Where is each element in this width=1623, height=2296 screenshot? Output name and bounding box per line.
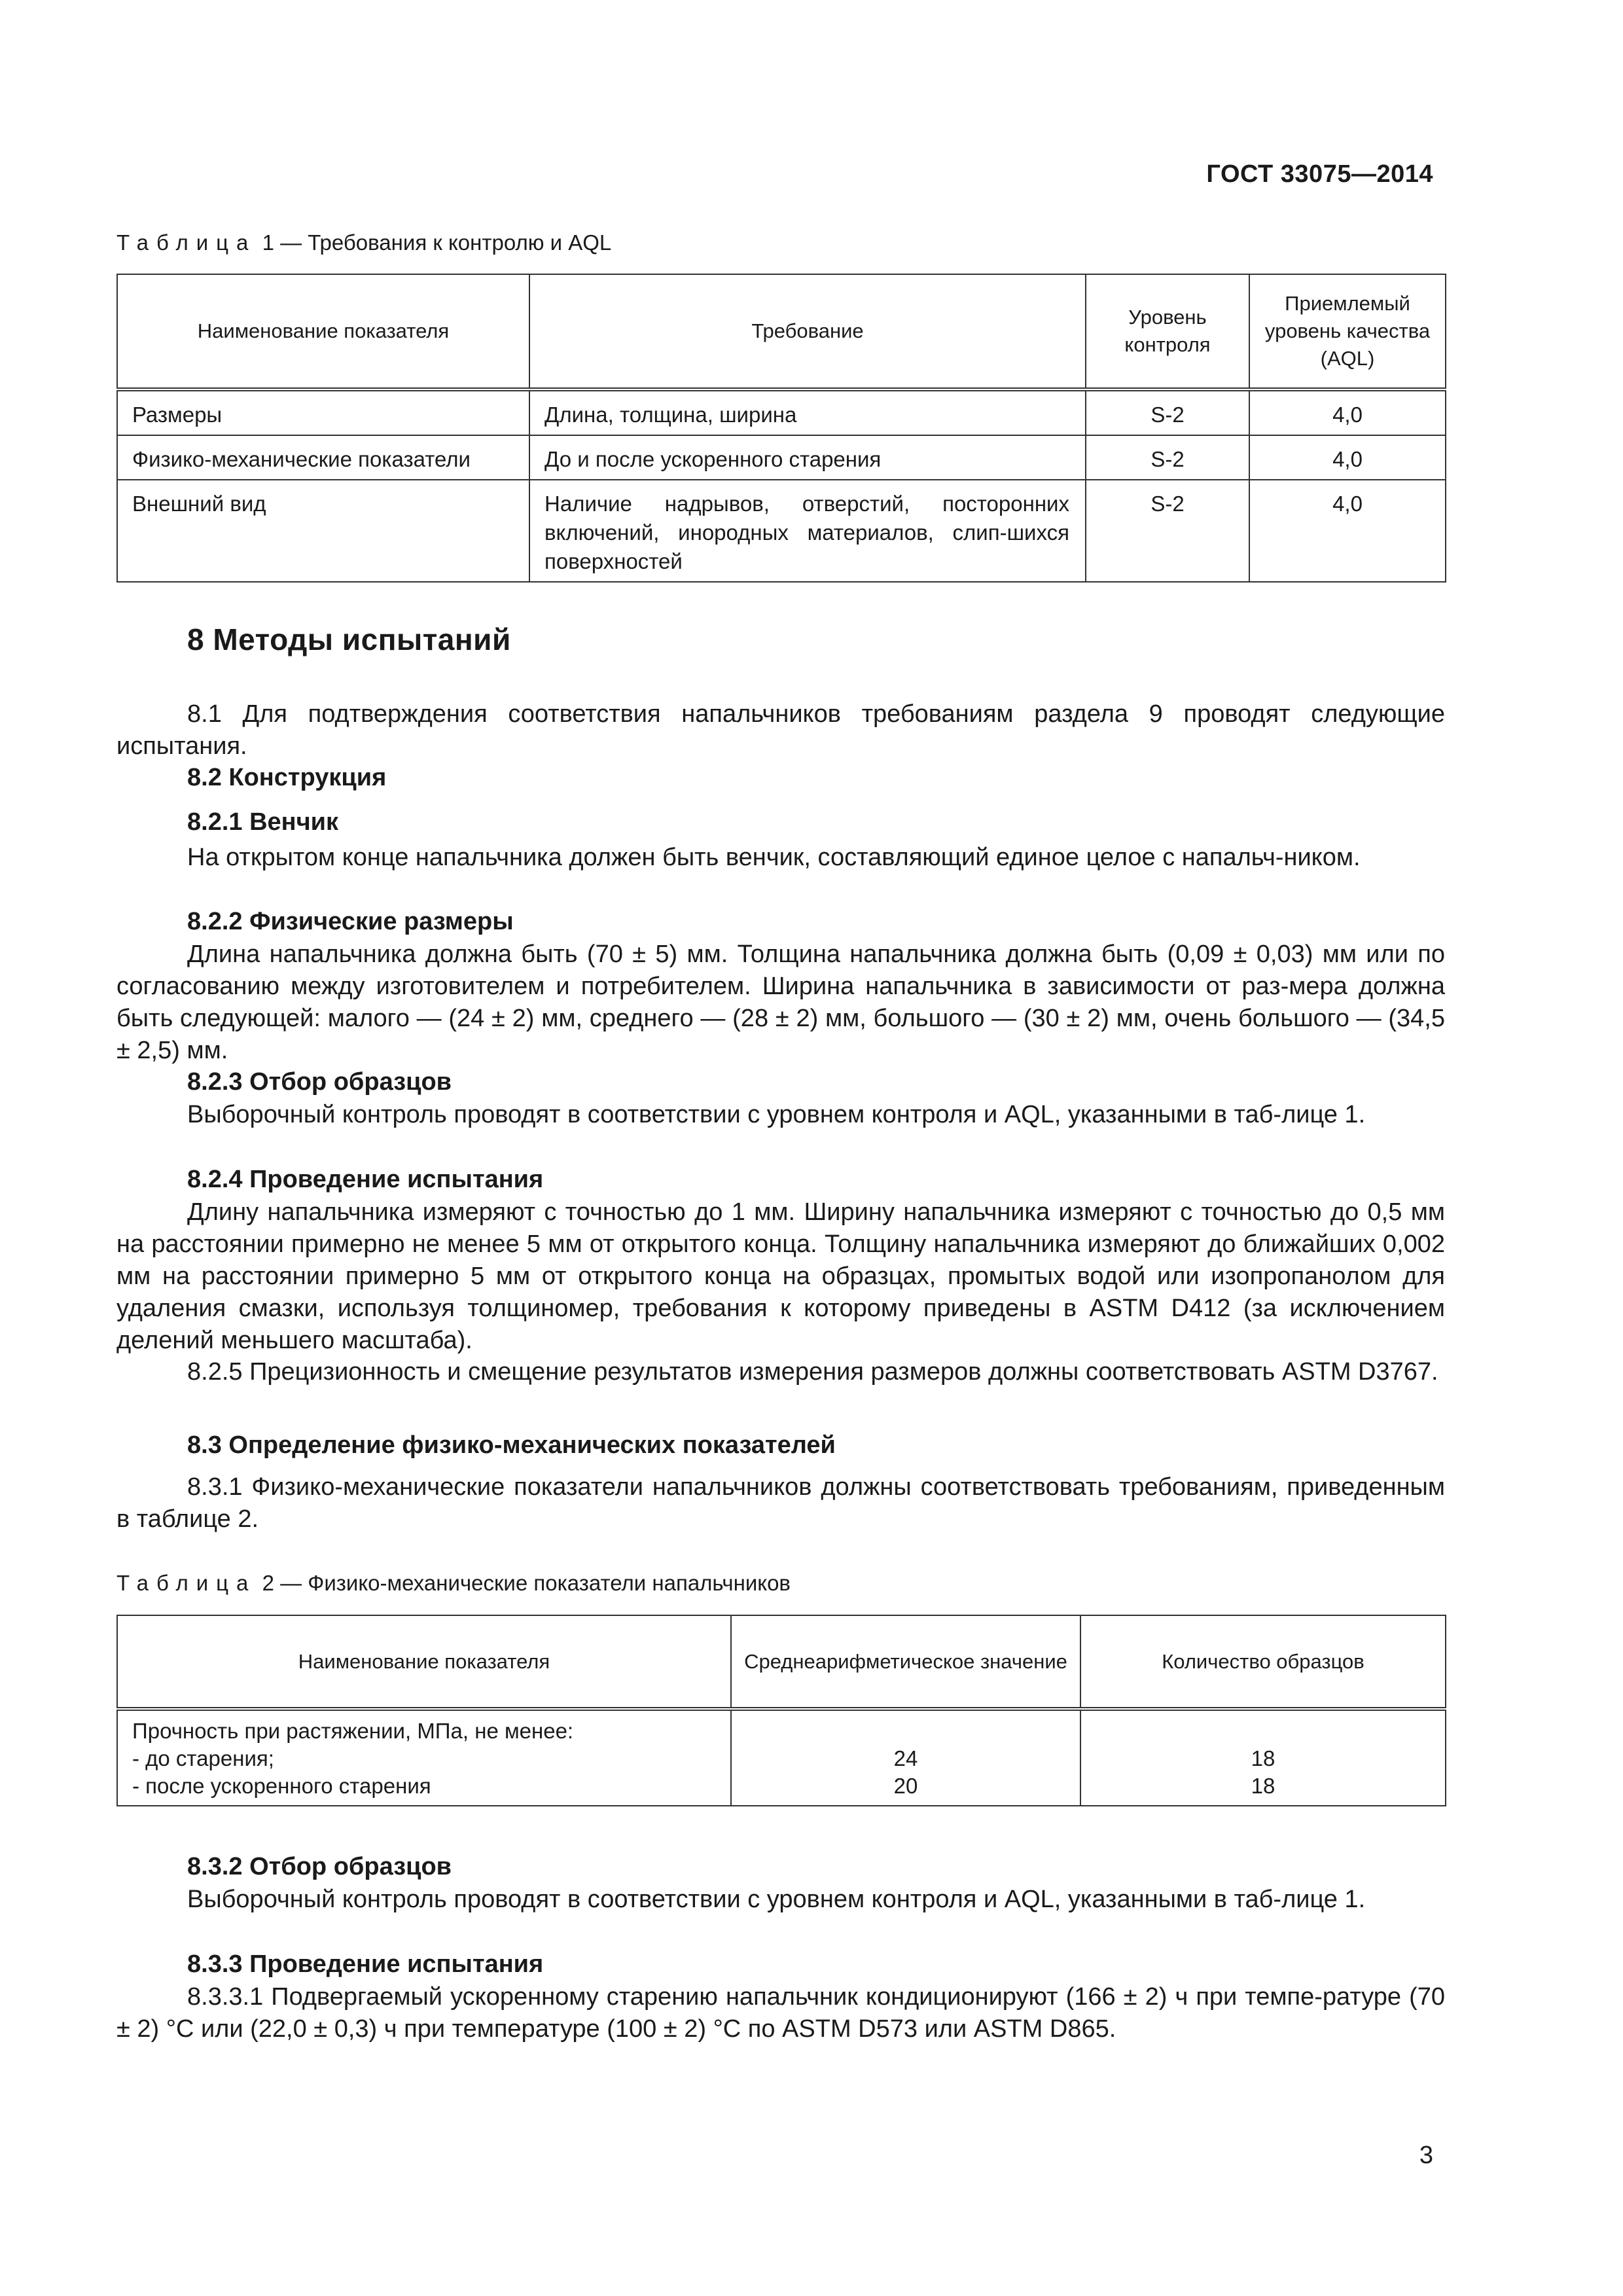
heading-8-2-4: 8.2.4 Проведение испытания (187, 1166, 544, 1193)
table2-header-mean: Среднеарифметическое значение (731, 1615, 1080, 1709)
heading-8-3-3: 8.3.3 Проведение испытания (187, 1950, 544, 1978)
heading-8-3-2: 8.3.2 Отбор образцов (187, 1853, 452, 1880)
table1-cell: До и после ускоренного старения (529, 435, 1086, 480)
table-row (117, 435, 1446, 480)
section-title: 8 Методы испытаний (187, 622, 511, 656)
table1-caption (116, 230, 611, 255)
table1-cell: Физико-механические показатели (117, 435, 529, 480)
table1-header-control-level: Уровень контроля (1086, 274, 1249, 389)
table1-cell: 4,0 (1249, 480, 1446, 582)
paragraph-8-2-5: 8.2.5 Прецизионность и смещение результатов измерения размеров должны соответствовать ASTM D3767. (187, 1358, 1438, 1386)
table1-cell: S-2 (1086, 435, 1249, 480)
table1-cell: Внешний вид (117, 480, 529, 582)
table1-caption-word: Таблица (116, 230, 257, 255)
table2-cell-mean (731, 1709, 1080, 1806)
table2-caption (116, 1571, 791, 1596)
heading-8-2-3: 8.2.3 Отбор образцов (187, 1068, 452, 1096)
paragraph-8-2-4: Длину напальчника измеряют с точностью до 1 мм. Ширину напальчника измеряют с точностью до 0,5 мм на расстоянии примерно не менее 5 мм от открытого конца. Толщину напальчника измеряют до ближайших 0,002 мм на расстоянии примерно 5 мм от открытого конца на образцах, промытых водой или изопропанолом для удаления смазки, используя толщиномер, требования к которому приведены в ASTM D412 (за исключением делений меньшего масштаба). (116, 1198, 1445, 1354)
table2-cell-name (117, 1709, 731, 1806)
table1-cell: 4,0 (1249, 389, 1446, 435)
table1-cell: Размеры (117, 389, 529, 435)
table2-value: 18 (1251, 1746, 1275, 1770)
table-row (117, 480, 1446, 582)
table-row (117, 1709, 1446, 1806)
table2-value: 24 (893, 1746, 918, 1770)
table1-header-name: Наименование показателя (117, 274, 529, 389)
table2-header-name: Наименование показателя (117, 1615, 731, 1709)
paragraph-8-3-3-1: 8.3.3.1 Подвергаемый ускоренному старению напальчник кондиционируют (166 ± 2) ч при темпе-ратуре (70 ± 2) °С или (22,0 ± 0,3) ч при температуре (100 ± 2) °С по ASTM D573 или ASTM D865. (116, 1983, 1445, 2043)
table1 (116, 274, 1446, 583)
table2 (116, 1615, 1446, 1806)
table2-row-title: Прочность при растяжении, МПа, не менее: (132, 1719, 574, 1743)
paragraph-8-3-2: Выборочный контроль проводят в соответствии с уровнем контроля и AQL, указанными в таб-лице 1. (187, 1886, 1366, 1913)
heading-8-2: 8.2 Конструкция (187, 764, 387, 791)
table1-header-aql: Приемлемый уровень качества (AQL) (1249, 274, 1446, 389)
table1-cell: Наличие надрывов, отверстий, посторонних включений, инородных материалов, слип-шихся поверхностей (529, 480, 1086, 582)
table1-header-requirement: Требование (529, 274, 1086, 389)
table2-row-label: - после ускоренного старения (132, 1774, 431, 1798)
heading-8-2-1: 8.2.1 Венчик (187, 808, 339, 836)
table2-value: 18 (1251, 1774, 1275, 1798)
table2-caption-text: 2 — Физико-механические показатели напальчников (262, 1571, 791, 1595)
table-row (117, 389, 1446, 435)
table1-cell: S-2 (1086, 389, 1249, 435)
table2-cell-count (1080, 1709, 1446, 1806)
table1-caption-text: 1 — Требования к контролю и AQL (262, 230, 612, 255)
paragraph-8-2-1: На открытом конце напальчника должен быть венчик, составляющий единое целое с напальч-ником. (187, 844, 1361, 871)
heading-8-2-2: 8.2.2 Физические размеры (187, 908, 514, 935)
table2-row-label: - до старения; (132, 1746, 274, 1770)
table2-header-count: Количество образцов (1080, 1615, 1446, 1709)
table2-value: 20 (893, 1774, 918, 1798)
table1-cell: 4,0 (1249, 435, 1446, 480)
page-number: 3 (1419, 2142, 1433, 2169)
table1-cell: Длина, толщина, ширина (529, 389, 1086, 435)
paragraph-8-2-3: Выборочный контроль проводят в соответствии с уровнем контроля и AQL, указанными в таб-лице 1. (187, 1101, 1366, 1128)
table2-caption-word: Таблица (116, 1571, 257, 1595)
paragraph-8-1: 8.1 Для подтверждения соответствия напальчников требованиям раздела 9 проводят следующие испытания. (116, 700, 1445, 760)
heading-8-3: 8.3 Определение физико-механических показателей (187, 1431, 836, 1459)
table1-cell: S-2 (1086, 480, 1249, 582)
paragraph-8-2-2: Длина напальчника должна быть (70 ± 5) мм. Толщина напальчника должна быть (0,09 ± 0,03) мм или по согласованию между изготовителем и потребителем. Ширина напальчника в зависимости от раз-мера должна быть следующей: малого — (24 ± 2) мм, среднего — (28 ± 2) мм, большого — (30 ± 2) мм, очень большого — (34,5 ± 2,5) мм. (116, 941, 1445, 1064)
document-code: ГОСТ 33075—2014 (1206, 160, 1433, 188)
paragraph-8-3-1: 8.3.1 Физико-механические показатели напальчников должны соответствовать требованиям, приведенным в таблице 2. (116, 1473, 1445, 1533)
